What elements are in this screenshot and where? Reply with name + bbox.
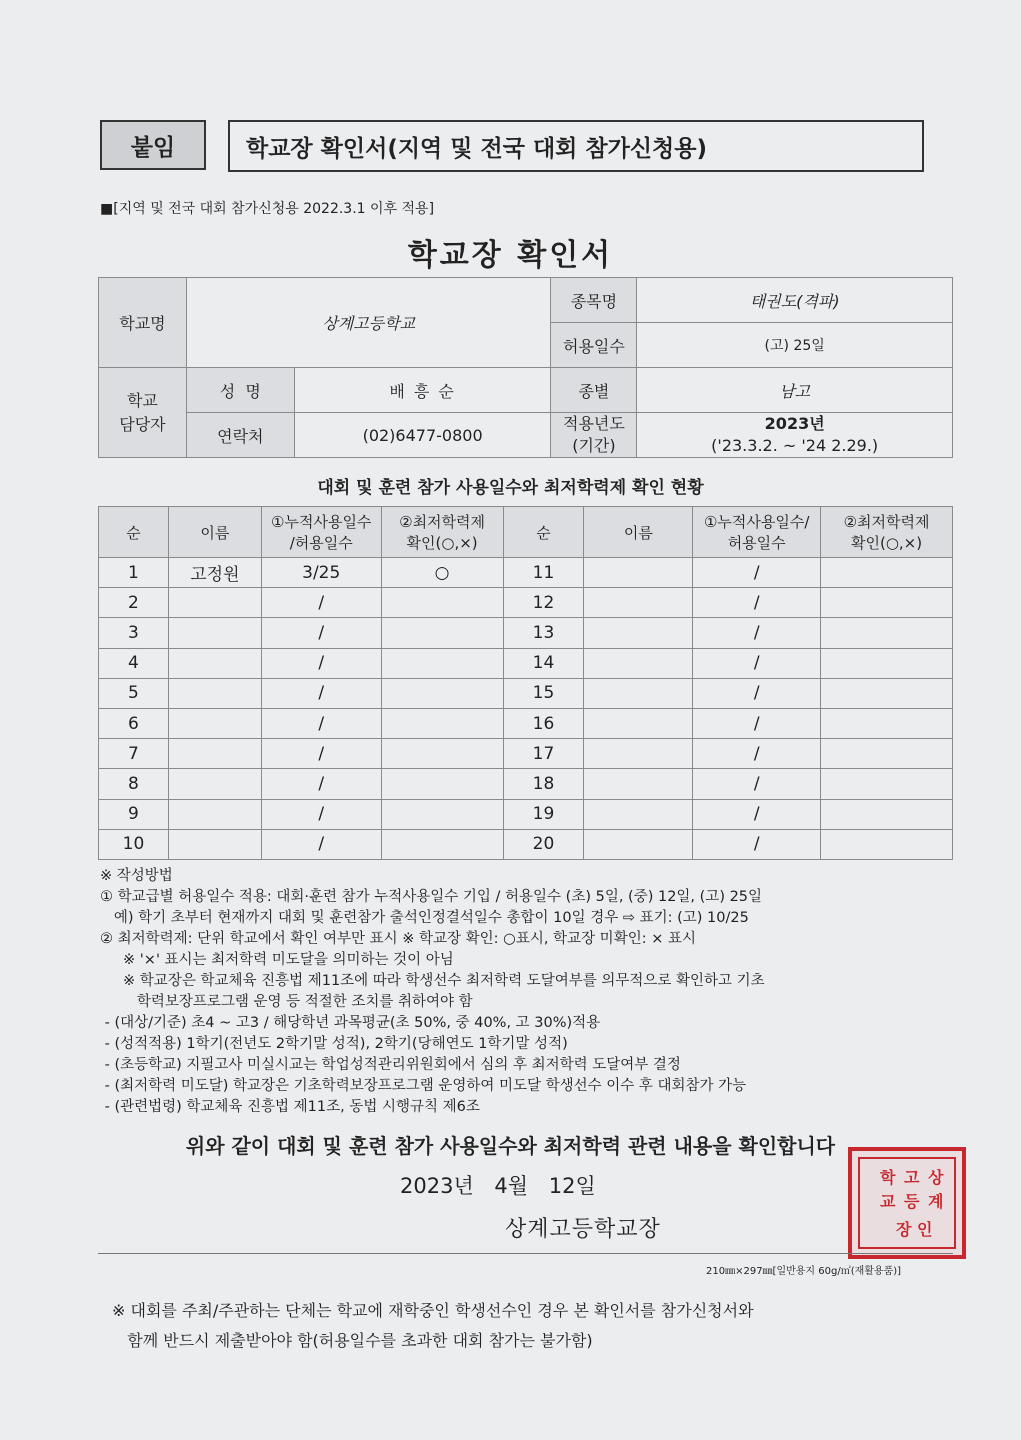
date-year: 2023년	[400, 1174, 474, 1198]
row-no: 9	[99, 799, 169, 829]
note-line: - (관련법령) 학교체육 진흥법 제11조, 동법 시행규칙 제6조	[100, 1099, 480, 1115]
row-no-2: 13	[503, 618, 584, 648]
row-check	[381, 588, 503, 618]
row-days-2: /	[693, 769, 821, 799]
note-line: ※ 작성방법	[100, 868, 173, 884]
row-no-2: 19	[503, 799, 584, 829]
table-row	[99, 678, 953, 708]
row-name	[168, 648, 261, 678]
row-no: 4	[99, 648, 169, 678]
row-days-2: /	[693, 739, 821, 769]
row-name-2	[584, 648, 693, 678]
row-check	[381, 739, 503, 769]
row-name	[168, 799, 261, 829]
document-heading: 학교장 확인서(지역 및 전국 대회 참가신청용)	[228, 120, 924, 172]
row-days: /	[261, 618, 381, 648]
row-check-2	[821, 678, 953, 708]
contact-name-label: 성 명	[186, 368, 294, 413]
attachment-badge: 붙임	[100, 120, 206, 170]
row-days: /	[261, 799, 381, 829]
school-name-label: 학교명	[99, 278, 187, 368]
col-header-name: 이름	[168, 507, 261, 558]
row-name-2	[584, 708, 693, 738]
row-check-2	[821, 588, 953, 618]
row-no: 5	[99, 678, 169, 708]
row-days: /	[261, 769, 381, 799]
col-header-no-2: 순	[503, 507, 584, 558]
row-days-2: /	[693, 799, 821, 829]
row-name	[168, 588, 261, 618]
row-check	[381, 769, 503, 799]
school-name-value: 상계고등학교	[186, 278, 551, 368]
note-line: ※ '×' 표시는 최저학력 미도달을 의미하는 것이 아님	[100, 952, 454, 968]
row-check-2	[821, 708, 953, 738]
table-row	[99, 769, 953, 799]
date-month: 4월	[494, 1174, 529, 1198]
footer-line: ※ 대회를 주최/주관하는 단체는 학교에 재학중인 학생선수인 경우 본 확인서를 참가신청서와	[112, 1301, 754, 1320]
applicability-note: ■[지역 및 전국 대회 참가신청용 2022.3.1 이후 적용]	[100, 201, 435, 217]
row-no-2: 18	[503, 769, 584, 799]
table-row	[99, 618, 953, 648]
writing-instructions	[100, 866, 960, 1118]
row-name	[168, 829, 261, 859]
row-days-2: /	[693, 829, 821, 859]
row-check-2	[821, 618, 953, 648]
row-check	[381, 829, 503, 859]
contact-name-value: 배 흥 순	[294, 368, 551, 413]
contact-phone-value: (02)6477-0800	[294, 413, 551, 458]
table-row	[99, 829, 953, 859]
row-name-2	[584, 588, 693, 618]
allowed-days-value: (고) 25일	[637, 323, 953, 368]
row-no-2: 11	[503, 558, 584, 588]
year-cell	[637, 413, 953, 458]
table-row	[99, 588, 953, 618]
col-header-check: ②최저학력제 확인(○,×)	[381, 507, 503, 558]
row-no: 10	[99, 829, 169, 859]
footer-line: 함께 반드시 제출받아야 함(허용일수를 초과한 대회 참가는 불가함)	[112, 1331, 593, 1350]
row-days: /	[261, 829, 381, 859]
col-header-no: 순	[99, 507, 169, 558]
row-days: /	[261, 678, 381, 708]
note-line: 학력보장프로그램 운영 등 적절한 조치를 취하여야 함	[100, 994, 473, 1010]
row-check-2	[821, 799, 953, 829]
row-days: 3/25	[261, 558, 381, 588]
note-line: ② 최저학력제: 단위 학교에서 확인 여부만 표시 ※ 학교장 확인: ○표시, 학교장 미확인: × 표시	[100, 931, 696, 947]
table-row	[99, 799, 953, 829]
row-days: /	[261, 588, 381, 618]
note-line: - (성적적용) 1학기(전년도 2학기말 성적), 2학기(당해연도 1학기말 성적)	[100, 1036, 568, 1052]
row-no: 3	[99, 618, 169, 648]
row-check	[381, 799, 503, 829]
sport-label: 종목명	[551, 278, 637, 323]
contact-phone-label: 연락처	[186, 413, 294, 458]
row-check-2	[821, 829, 953, 859]
row-name-2	[584, 799, 693, 829]
row-name	[168, 678, 261, 708]
col-header-name-2: 이름	[584, 507, 693, 558]
divider	[98, 1253, 953, 1254]
row-name-2	[584, 558, 693, 588]
row-name-2	[584, 829, 693, 859]
row-days-2: /	[693, 558, 821, 588]
signer-name: 상계고등학교장	[505, 1217, 661, 1242]
school-info-table	[98, 277, 953, 458]
row-check	[381, 708, 503, 738]
row-check: ○	[381, 558, 503, 588]
row-no: 6	[99, 708, 169, 738]
row-days-2: /	[693, 618, 821, 648]
row-check-2	[821, 769, 953, 799]
row-days-2: /	[693, 588, 821, 618]
row-check-2	[821, 558, 953, 588]
col-header-days-2: ①누적사용일수/ 허용일수	[693, 507, 821, 558]
row-check	[381, 618, 503, 648]
allowed-days-label: 허용일수	[551, 323, 637, 368]
row-name	[168, 618, 261, 648]
footer-note	[112, 1296, 754, 1356]
note-line: ① 학교급별 허용일수 적용: 대회·훈련 참가 누적사용일수 기입 / 허용일수 (초) 5일, (중) 12일, (고) 25일	[100, 889, 763, 905]
issue-date	[400, 1170, 596, 1200]
row-days: /	[261, 739, 381, 769]
participation-table	[98, 506, 953, 860]
row-no-2: 20	[503, 829, 584, 859]
confirmation-statement: 위와 같이 대회 및 훈련 참가 사용일수와 최저학력 관련 내용을 확인합니다	[185, 1134, 836, 1158]
row-days-2: /	[693, 708, 821, 738]
row-name	[168, 708, 261, 738]
row-check-2	[821, 648, 953, 678]
year-label: 적용년도 (기간)	[551, 413, 637, 458]
row-check	[381, 648, 503, 678]
col-header-days: ①누적사용일수 /허용일수	[261, 507, 381, 558]
row-name: 고정원	[168, 558, 261, 588]
row-no: 2	[99, 588, 169, 618]
row-no: 1	[99, 558, 169, 588]
gender-label: 종별	[551, 368, 637, 413]
col-header-check-2: ②최저학력제 확인(○,×)	[821, 507, 953, 558]
row-no-2: 12	[503, 588, 584, 618]
row-days-2: /	[693, 678, 821, 708]
year-period: ('23.3.2. ~ '24 2.29.)	[711, 436, 879, 455]
page-title: 학교장 확인서	[407, 238, 614, 273]
row-name-2	[584, 769, 693, 799]
paper-spec: 210㎜×297㎜[일반용지 60g/㎡(재활용품)]	[706, 1266, 902, 1277]
table-row	[99, 708, 953, 738]
row-no-2: 15	[503, 678, 584, 708]
note-line: 예) 학기 초부터 현재까지 대회 및 훈련참가 출석인정결석일수 총합이 10일 경우 ⇨ 표기: (고) 10/25	[100, 910, 749, 926]
official-seal: 상 계 고 등 학 교 장 인	[848, 1147, 966, 1259]
row-no: 8	[99, 769, 169, 799]
note-line: - (최저학력 미도달) 학교장은 기초학력보장프로그램 운영하여 미도달 학생선수 이수 후 대회참가 가능	[100, 1078, 747, 1094]
row-name-2	[584, 739, 693, 769]
note-line: - (초등학교) 지필고사 미실시교는 학업성적관리위원회에서 심의 후 최저학력 도달여부 결정	[100, 1057, 681, 1073]
table-row	[99, 648, 953, 678]
note-line: - (대상/기준) 초4 ~ 고3 / 해당학년 과목평균(초 50%, 중 40%, 고 30%)적용	[100, 1015, 601, 1031]
contact-group-label: 학교 담당자	[99, 368, 187, 458]
row-name	[168, 769, 261, 799]
row-no: 7	[99, 739, 169, 769]
row-name	[168, 739, 261, 769]
gender-value: 남고	[637, 368, 953, 413]
row-name-2	[584, 678, 693, 708]
section-title: 대회 및 훈련 참가 사용일수와 최저학력제 확인 현황	[317, 478, 704, 498]
row-no-2: 17	[503, 739, 584, 769]
row-no-2: 16	[503, 708, 584, 738]
row-name-2	[584, 618, 693, 648]
row-check-2	[821, 739, 953, 769]
row-days: /	[261, 708, 381, 738]
row-days: /	[261, 648, 381, 678]
row-days-2: /	[693, 648, 821, 678]
sport-value: 태권도(격파)	[637, 278, 953, 323]
note-line: ※ 학교장은 학교체육 진흥법 제11조에 따라 학생선수 최저학력 도달여부를 의무적으로 확인하고 기초	[100, 973, 765, 989]
date-day: 12일	[548, 1174, 596, 1198]
year-value: 2023년	[764, 414, 825, 433]
row-check	[381, 678, 503, 708]
table-row	[99, 558, 953, 588]
table-row	[99, 739, 953, 769]
row-no-2: 14	[503, 648, 584, 678]
